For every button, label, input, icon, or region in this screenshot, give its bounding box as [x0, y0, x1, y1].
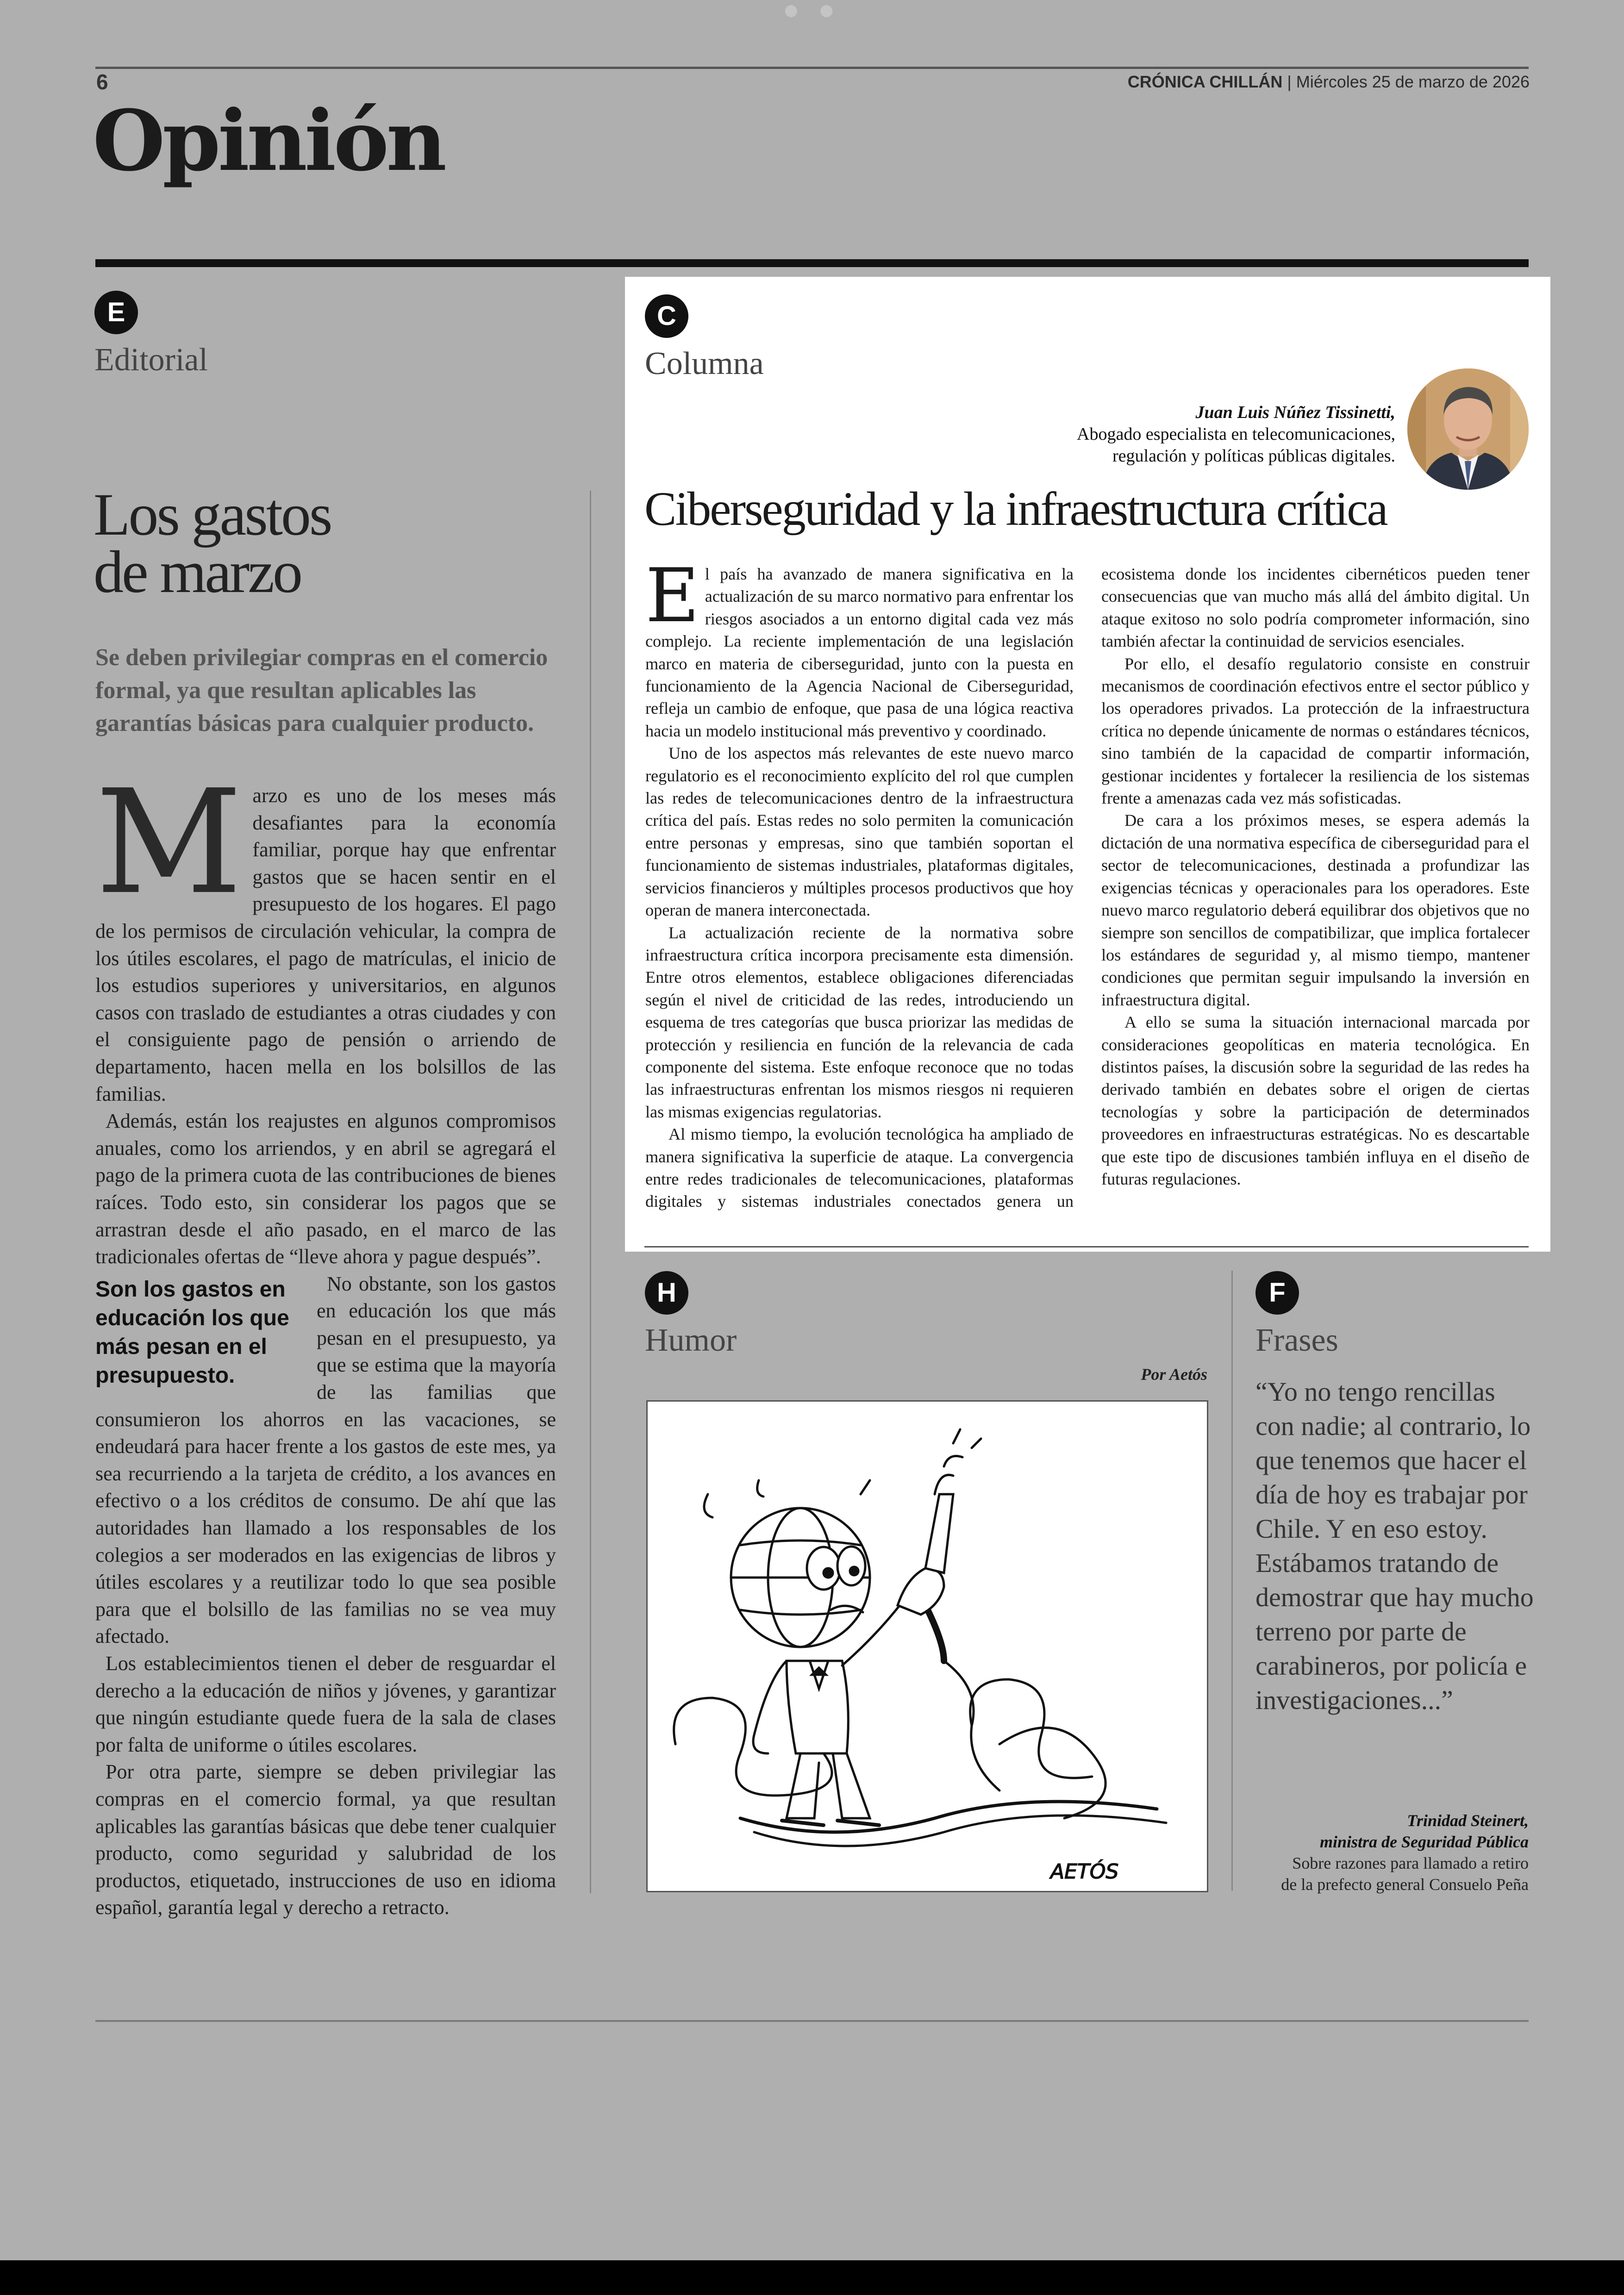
- column-divider: [590, 491, 591, 1893]
- humor-badge: H: [645, 1271, 688, 1315]
- editorial-body: [95, 759, 556, 1921]
- columna-paragraph: A ello se suma la situación internacional marcada por consideraciones geopolíticas en materia tecnológica. En distintos países, la discusión sobre la seguridad de las redes ha derivado también en debates sobre el origen de ciertas tecnologías y sobre la participación de determinados proveedores en infraestructuras estratégicas. No es descartable que este tipo de discusiones también influya en el diseño de futuras regulaciones.: [1101, 1013, 1530, 1188]
- editorial-lead: Se deben privilegiar compras en el comercio formal, ya que resultan aplicables las garantías básicas para cualquier producto.: [95, 644, 548, 736]
- editorial-title: [94, 481, 584, 605]
- quote-context-line: Sobre razones para llamado a retiro: [1292, 1854, 1529, 1872]
- humor-label: Humor: [645, 1322, 737, 1358]
- columna-paragraph: Al mismo tiempo, la evolución tecnológica ha ampliado de manera significativa la superficie de ataque. La convergencia entre redes tradicionales de telecomunicaciones, plataformas digitales y sistemas industriales conectados genera un ecosistema donde los incidentes cibernéticos pueden tener consecuencias que van mucho más allá del ámbito digital. Un ataque exitoso no solo podría comprometer información, sino también afectar la continuidad de servicios esenciales.: [645, 565, 1530, 1211]
- frases-quote: “Yo no tengo rencillas con nadie; al contrario, lo que tenemos que hacer el día de hoy es trabajar por Chile. Y en eso estoy. Estábamos tratando de demostrar que hay mucho terreno por parte de carabineros, por policía e investigaciones...”: [1255, 1377, 1534, 1715]
- editorial-dropcap: M: [95, 759, 243, 926]
- editorial-paragraph: No obstante, son los gastos en educación los que más pesan en el presupuesto, ya que se estima que la mayoría de las familias que consumieron los ahorros en las vacaciones, se endeudará para hacer frente a los gastos de este mes, ya sea recurriendo a la tarjeta de crédito, a los avances en efectivo o a los créditos de consumo. De ahí que las autoridades han llamado a los responsables de los colegios a ser moderados en las exigencias de libros y útiles escolares y a reutilizar todo lo que sea posible para que el bolsillo de las familias no se vea muy afectado.: [95, 1272, 556, 1648]
- columna-paragraph: La actualización reciente de la normativa sobre infraestructura crítica incorpora precisamente esta dimensión. Entre otros elementos, establece obligaciones diferenciadas según el nivel de criticidad de las redes, introduciendo un esquema de tres categorías que busca priorizar las medidas de protección y resiliencia en función de la relevancia de cada componente del sistema. Este enfoque reconoce que no todas las infraestructuras enfrentan los mismos riesgos ni requieren las mismas exigencias regulatorias.: [645, 923, 1074, 1121]
- editorial-title-line-2: de marzo: [94, 539, 301, 605]
- quote-context-line: de la prefecto general Consuelo Peña: [1281, 1875, 1529, 1894]
- issue-date: Miércoles 25 de marzo de 2026: [1296, 72, 1530, 91]
- masthead: [903, 72, 1530, 92]
- humor-frases-divider: [1231, 1271, 1233, 1891]
- columna-dropcap: E: [645, 552, 700, 639]
- columna-paragraph: Uno de los aspectos más relevantes de este nuevo marco regulatorio es el reconocimiento explícito del rol que cumplen las redes de telecomunicaciones dentro de la infraestructura crítica del país. Estas redes no solo permiten la comunicación entre personas y empresas, sino que también soportan el funcionamiento de sistemas industriales, plataformas digitales, servicios financieros y múltiples procesos productivos que hoy operan de manera interconectada.: [645, 744, 1074, 920]
- attribution-role: ministra de Seguridad Pública: [1319, 1833, 1529, 1851]
- section-rule: [95, 259, 1529, 267]
- masthead-separator: |: [1282, 72, 1296, 91]
- page-nav-dots[interactable]: ● ●: [784, 1, 842, 19]
- editorial-paragraph: Por otra parte, siempre se deben privilegiar las compras en el comercio formal, ya que resultan aplicables las garantías básicas que debe tener cualquier producto, como seguridad y salubridad de los productos, etiquetado, instrucciones de uso en idioma español, garantía legal y derecho a retracto.: [95, 1760, 556, 1919]
- viewer-bottom-bar: [0, 2260, 1624, 2295]
- columna-paragraph: De cara a los próximos meses, se espera además la dictación de una normativa específica de ciberseguridad para el sector de telecomunicaciones, destinada a profundizar las exigencias técnicas y operacionales para los operadores. Este nuevo marco regulatorio deberá equilibrar dos objetivos que no siempre son sencillos de compatibilizar, que implica fortalecer los estándares de seguridad y, al mismo tiempo, mantener condiciones que permitan seguir impulsando la inversión en infraestructura digital.: [1101, 811, 1530, 1009]
- humor-credit: Por Aetós: [1141, 1365, 1207, 1384]
- frases-badge: F: [1255, 1271, 1299, 1315]
- columna-paragraph: Por ello, el desafío regulatorio consiste en construir mecanismos de coordinación efectivos entre el sector público y los operadores privados. La protección de la infraestructura crítica no depende únicamente de normas o estándares técnicos, sino también de la capacidad de compartir información, gestionar incidentes y fortalecer la resiliencia de los sistemas frente a amenazas cada vez más sofisticadas.: [1101, 654, 1530, 808]
- columna-author: [972, 402, 1395, 467]
- attribution-name: Trinidad Steinert,: [1407, 1811, 1529, 1830]
- editorial-paragraph: Además, están los reajustes en algunos compromisos anuales, como los arriendos, y en abril se agregará el pago de la primera cuota de las contribuciones de bienes raíces. Todo esto, sin considerar los pagos que se arrastran desde el año pasado, en el marco de las tradicionales ofertas de “lleve ahora y pague después”.: [95, 1110, 556, 1268]
- editorial-paragraph: Marzo es uno de los meses más desafiantes para la economía familiar, porque hay que enfrentar gastos que se hacen sentir en el presupuesto de los hogares. El pago de los permisos de circulación vehicular, la compra de los útiles escolares, el pago de matrículas, el inicio de los estudios superiores y universitarios, en algunos casos con traslado de estudiantes a otras ciudades y con el consiguiente pago de pensión o arriendo de departamento, hacen mella en los bolsillos de las familias.: [95, 759, 556, 1105]
- quote-attribution: [1222, 1810, 1529, 1852]
- editorial-paragraph: Los establecimientos tienen el deber de resguardar el derecho a la educación de niños y jóvenes, y garantizar que ningún estudiante quede fuera de la sala de clases por falta de uniforme o útiles escolares.: [95, 1652, 556, 1756]
- author-role: regulación y políticas públicas digitales.: [1112, 446, 1395, 466]
- humor-cartoon: [646, 1400, 1208, 1892]
- columna-badge: C: [645, 294, 688, 338]
- header-rule: [95, 67, 1529, 69]
- section-title: Opinión: [93, 92, 444, 190]
- footer-rule: [95, 2020, 1529, 2022]
- author-avatar: [1407, 368, 1529, 490]
- editorial-badge: E: [94, 291, 138, 334]
- frases-label: Frases: [1255, 1322, 1338, 1358]
- columna-body: [645, 552, 1530, 1234]
- columna-bottom-rule: [644, 1246, 1529, 1247]
- columna-label: Columna: [645, 346, 764, 381]
- author-role: Abogado especialista en telecomunicaciones,: [1077, 424, 1395, 444]
- editorial-pull-quote: Son los gastos en educación los que más pesan en el presupuesto.: [95, 1277, 289, 1388]
- page-number: 6: [96, 70, 108, 94]
- editorial-label: Editorial: [94, 342, 208, 378]
- quote-context: [1222, 1852, 1529, 1895]
- newspaper-name: CRÓNICA CHILLÁN: [1127, 72, 1283, 91]
- editorial-title-line-1: Los gastos: [94, 481, 331, 548]
- author-name: Juan Luis Núñez Tissinetti,: [1195, 403, 1395, 422]
- columna-title: Ciberseguridad y la infraestructura crítica: [644, 482, 1387, 536]
- cartoon-signature: AETÓS: [1050, 1860, 1119, 1883]
- columna-paragraph: El país ha avanzado de manera significativa en la actualización de su marco normativo para enfrentar los riesgos asociados a un entorno digital cada vez más complejo. La reciente implementación de una legislación marco en materia de ciberseguridad, junto con la puesta en funcionamiento de la Agencia Nacional de Ciberseguridad, refleja un cambio de enfoque, que pasa de una lógica reactiva hacia un modelo institucional más preventivo y coordinado.: [645, 552, 1074, 740]
